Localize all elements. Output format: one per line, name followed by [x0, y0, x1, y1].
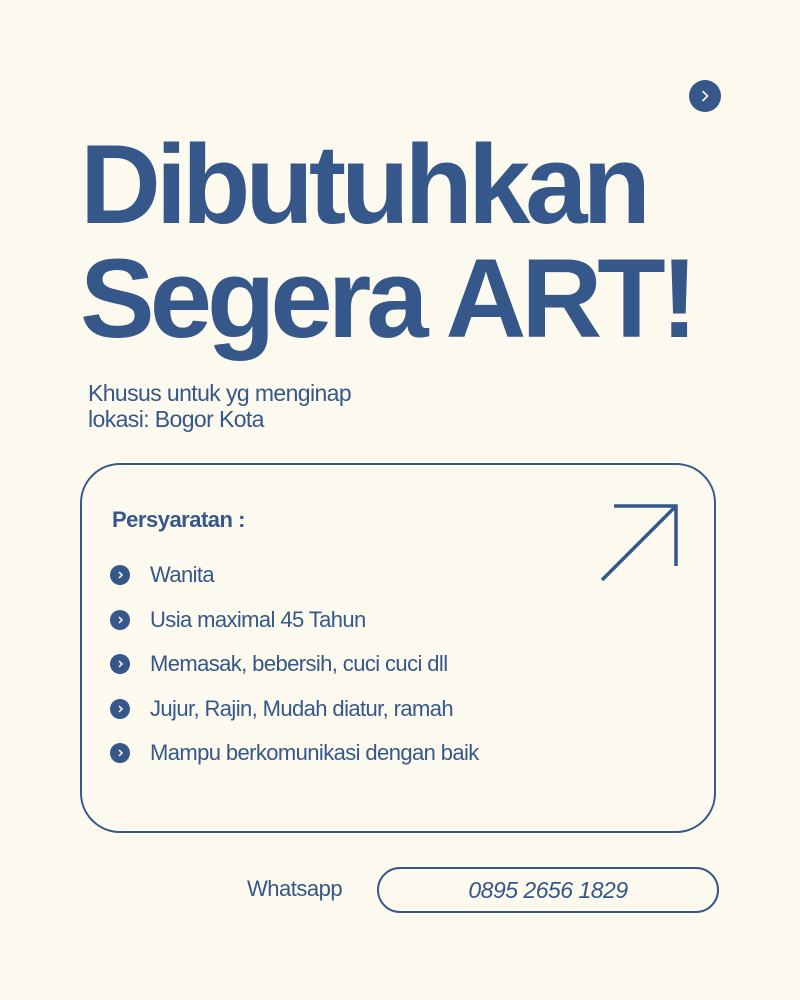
chevron-right-icon — [110, 654, 130, 674]
requirement-text: Mampu berkomunikasi dengan baik — [150, 740, 479, 766]
subtitle — [88, 380, 351, 432]
headline-line-1: Dibutuhkan — [80, 122, 646, 247]
requirements-card — [80, 463, 716, 833]
list-item — [110, 642, 479, 687]
chevron-right-icon — [698, 89, 712, 103]
next-button[interactable] — [689, 80, 721, 112]
chevron-right-icon — [110, 565, 130, 585]
headline — [80, 122, 760, 361]
whatsapp-number: 0895 2656 1829 — [468, 876, 628, 903]
requirement-text: Usia maximal 45 Tahun — [150, 606, 366, 632]
requirement-text: Memasak, bebersih, cuci cuci dll — [150, 651, 448, 677]
requirements-list — [110, 553, 479, 776]
list-item — [110, 598, 479, 643]
list-item — [110, 553, 479, 598]
chevron-right-icon — [110, 610, 130, 630]
headline-line-2: Segera ART! — [80, 236, 694, 361]
requirement-text: Wanita — [150, 562, 215, 588]
requirements-title: Persyaratan : — [112, 507, 245, 532]
whatsapp-number-button[interactable] — [377, 867, 719, 913]
requirement-text: Jujur, Rajin, Mudah diatur, ramah — [150, 695, 454, 721]
arrow-up-right-icon — [596, 500, 682, 586]
location-text: lokasi: Bogor Kota — [88, 406, 264, 432]
chevron-right-icon — [110, 743, 130, 763]
whatsapp-label: Whatsapp — [247, 876, 343, 901]
chevron-right-icon — [110, 699, 130, 719]
list-item — [110, 731, 479, 776]
subtitle-line-1: Khusus untuk yg menginap — [88, 380, 352, 406]
list-item — [110, 687, 479, 732]
